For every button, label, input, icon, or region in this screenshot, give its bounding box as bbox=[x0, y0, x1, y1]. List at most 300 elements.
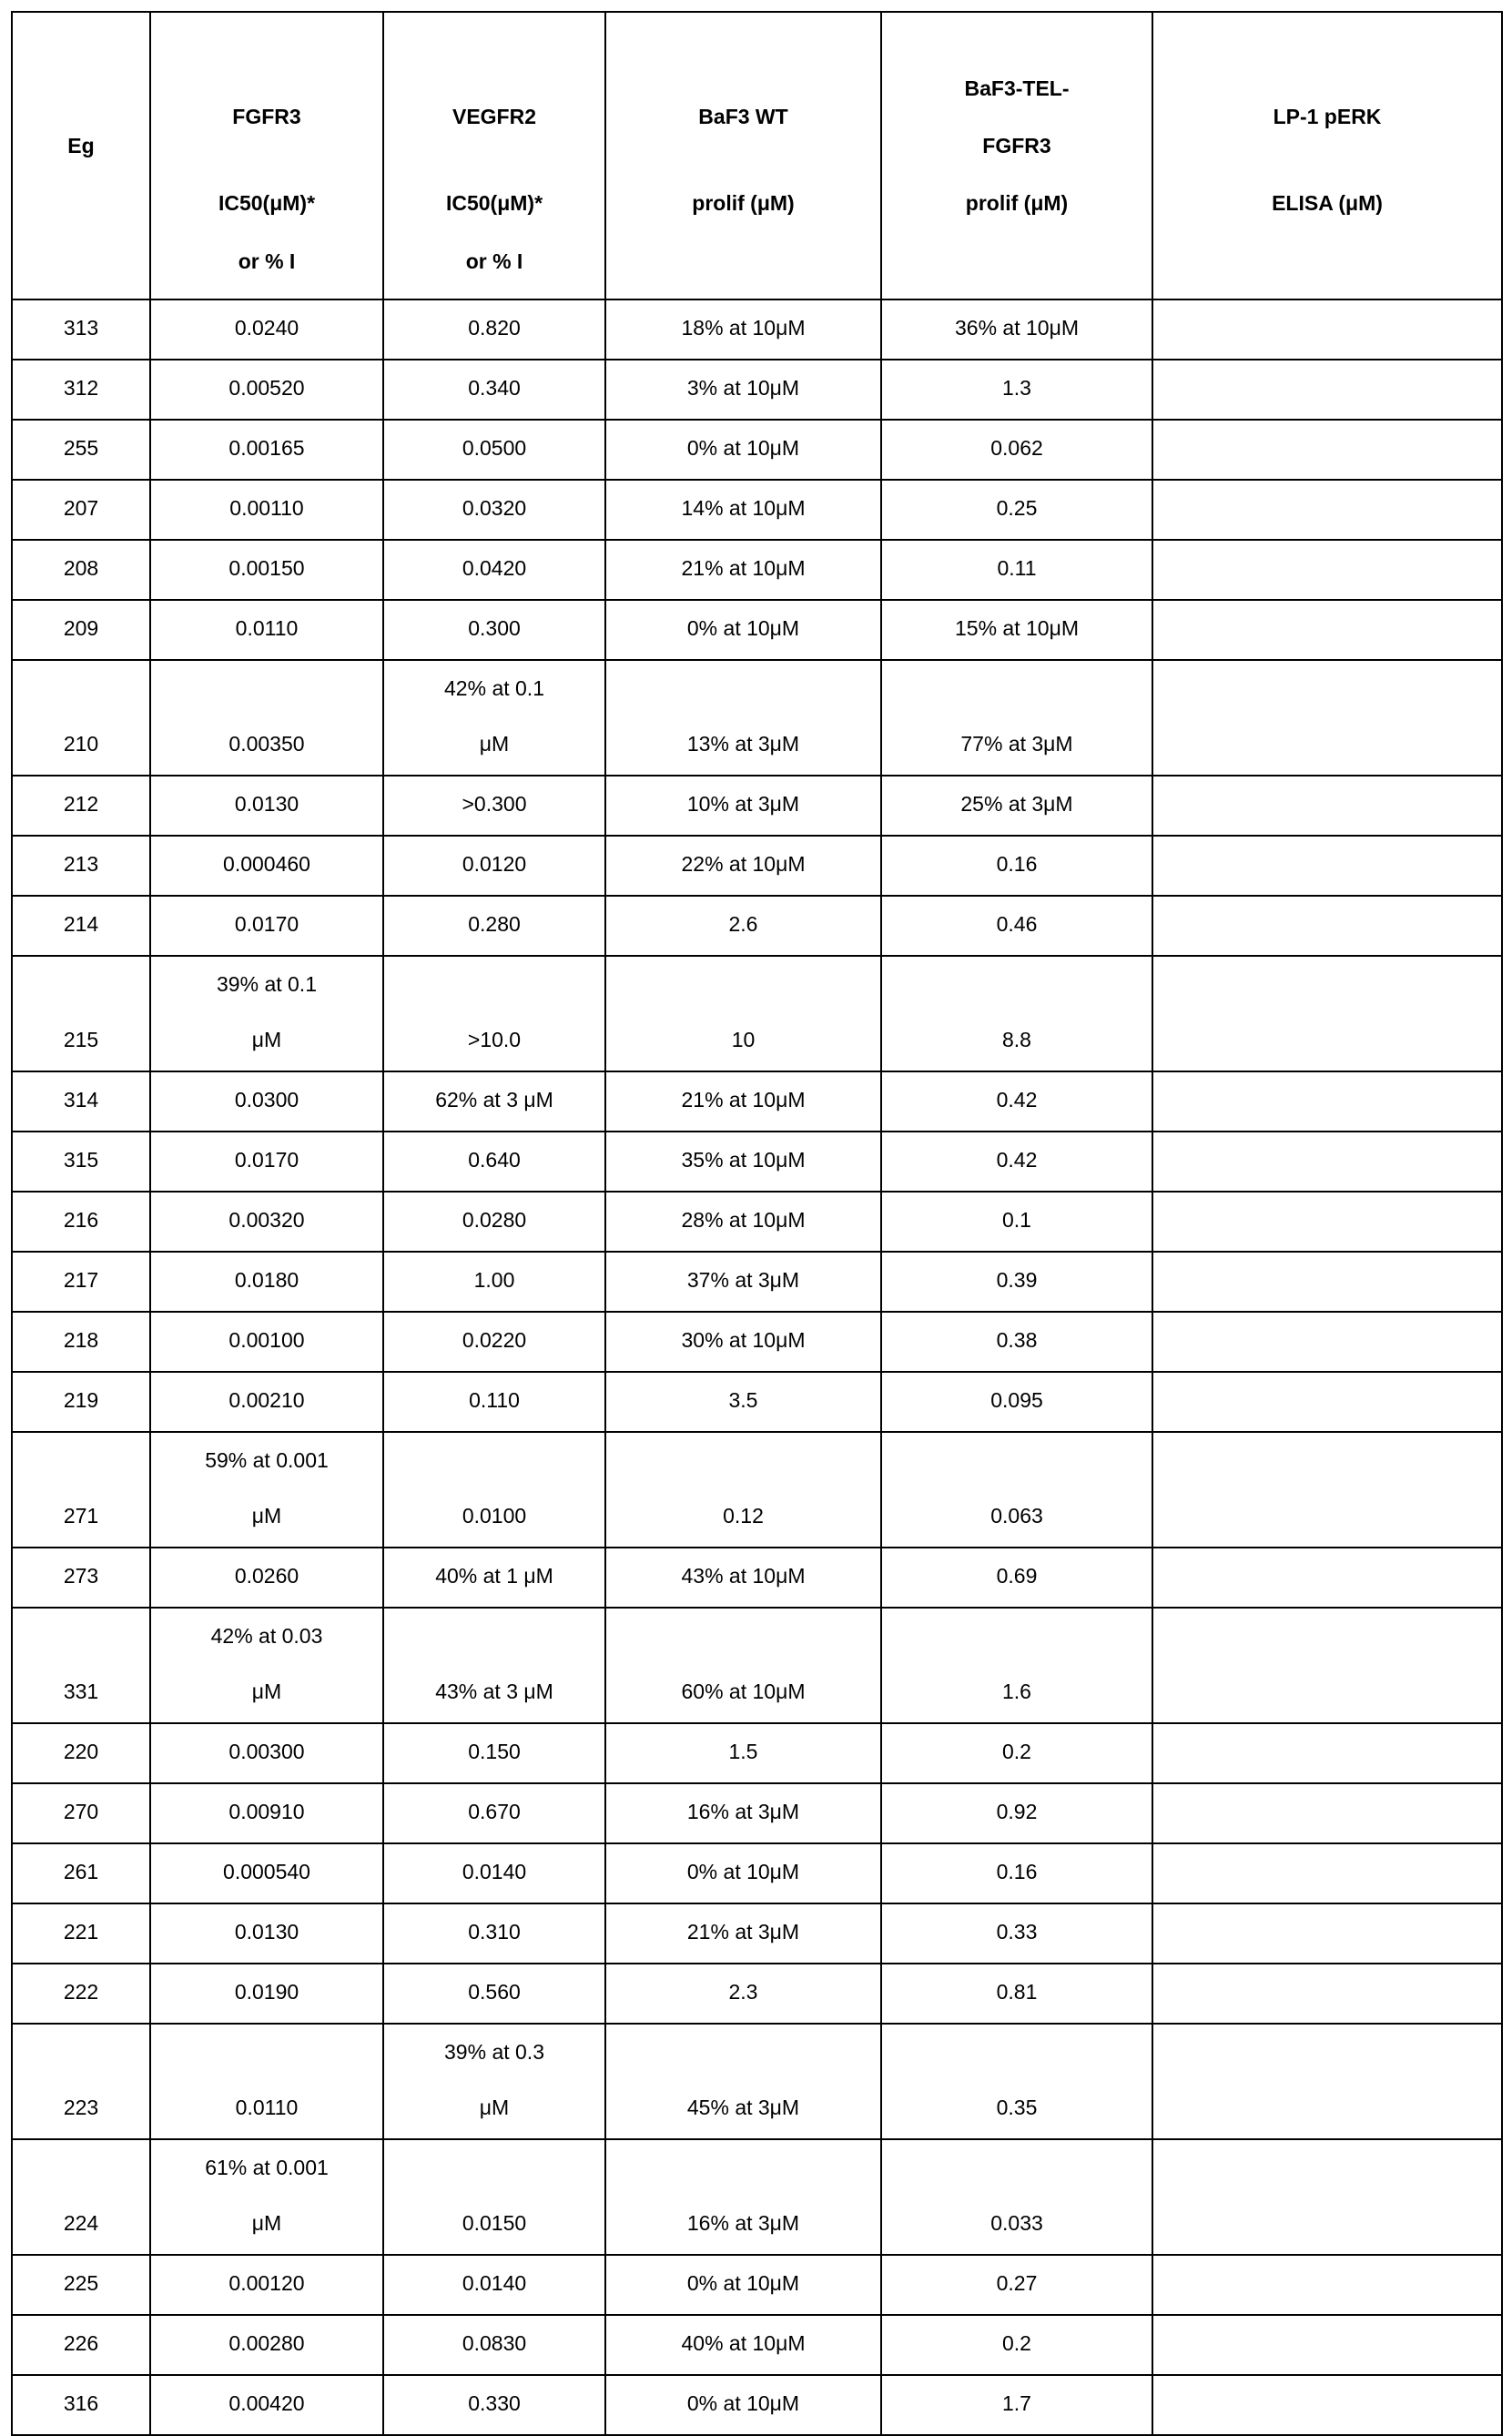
cell-eg bbox=[12, 776, 150, 836]
table-row bbox=[12, 2255, 1502, 2315]
cell-text: 0.0170 bbox=[155, 897, 379, 952]
header-line: or % I bbox=[384, 248, 604, 275]
cell-fgfr3 bbox=[150, 360, 383, 420]
cell-eg bbox=[12, 1071, 150, 1132]
header-line: VEGFR2 bbox=[384, 103, 604, 130]
cell-baf3-tel-fgfr3 bbox=[881, 776, 1152, 836]
cell-text: 0.38 bbox=[886, 1313, 1148, 1368]
header-line: or % I bbox=[151, 248, 382, 275]
cell-eg bbox=[12, 1783, 150, 1843]
cell-vegfr2 bbox=[383, 360, 605, 420]
cell-eg bbox=[12, 1192, 150, 1252]
cell-text: 61% at 0.001 bbox=[155, 2140, 379, 2196]
cell-fgfr3 bbox=[150, 1372, 383, 1432]
cell-text bbox=[1157, 1132, 1497, 1188]
cell-text: 59% at 0.001 bbox=[155, 1433, 379, 1488]
cell-text bbox=[1157, 776, 1497, 832]
cell-text: 212 bbox=[16, 776, 146, 832]
cell-text: 43% at 3 μM bbox=[388, 1664, 601, 1720]
cell-vegfr2 bbox=[383, 1192, 605, 1252]
cell-text: 0.00320 bbox=[155, 1193, 379, 1248]
cell-vegfr2 bbox=[383, 600, 605, 660]
table-row bbox=[12, 299, 1502, 360]
table-row bbox=[12, 1783, 1502, 1843]
cell-text: 10% at 3μM bbox=[610, 776, 877, 832]
header-line: IC50(μM)* bbox=[151, 189, 382, 217]
cell-text: 3.5 bbox=[610, 1373, 877, 1428]
cell-text: 0.25 bbox=[886, 481, 1148, 536]
cell-baf3-wt bbox=[605, 2315, 881, 2375]
cell-text bbox=[1157, 2080, 1497, 2136]
cell-baf3-wt bbox=[605, 1548, 881, 1608]
cell-text: 0.39 bbox=[886, 1253, 1148, 1308]
table-row bbox=[12, 1843, 1502, 1903]
table-row bbox=[12, 540, 1502, 600]
table-row bbox=[12, 1432, 1502, 1548]
cell-lp1-perk bbox=[1152, 660, 1502, 776]
cell-baf3-tel-fgfr3 bbox=[881, 1312, 1152, 1372]
table-row bbox=[12, 2024, 1502, 2139]
header-line: IC50(μM)* bbox=[384, 189, 604, 217]
cell-eg bbox=[12, 660, 150, 776]
cell-baf3-tel-fgfr3 bbox=[881, 1723, 1152, 1783]
cell-vegfr2 bbox=[383, 1843, 605, 1903]
cell-eg bbox=[12, 2315, 150, 2375]
cell-baf3-tel-fgfr3 bbox=[881, 1192, 1152, 1252]
cell-lp1-perk bbox=[1152, 1548, 1502, 1608]
table-row bbox=[12, 956, 1502, 1071]
cell-text: 225 bbox=[16, 2256, 146, 2311]
cell-baf3-wt bbox=[605, 1132, 881, 1192]
cell-baf3-tel-fgfr3 bbox=[881, 2139, 1152, 2255]
cell-fgfr3 bbox=[150, 2375, 383, 2435]
cell-lp1-perk bbox=[1152, 2139, 1502, 2255]
cell-baf3-tel-fgfr3 bbox=[881, 1432, 1152, 1548]
cell-lp1-perk bbox=[1152, 956, 1502, 1071]
cell-fgfr3 bbox=[150, 1132, 383, 1192]
cell-text: 1.6 bbox=[886, 1664, 1148, 1720]
cell-baf3-tel-fgfr3 bbox=[881, 896, 1152, 956]
cell-text: 42% at 0.03 bbox=[155, 1609, 379, 1664]
cell-baf3-tel-fgfr3 bbox=[881, 1964, 1152, 2024]
cell-fgfr3 bbox=[150, 660, 383, 776]
cell-lp1-perk bbox=[1152, 1132, 1502, 1192]
cell-fgfr3 bbox=[150, 540, 383, 600]
cell-text: 0.42 bbox=[886, 1132, 1148, 1188]
cell-text: 42% at 0.1 bbox=[388, 661, 601, 716]
cell-vegfr2 bbox=[383, 1548, 605, 1608]
cell-text: 30% at 10μM bbox=[610, 1313, 877, 1368]
cell-text: 0.33 bbox=[886, 1904, 1148, 1960]
cell-text: 0.340 bbox=[388, 360, 601, 416]
cell-text: 214 bbox=[16, 897, 146, 952]
cell-text: 216 bbox=[16, 1193, 146, 1248]
header-lp1-perk bbox=[1152, 12, 1502, 299]
cell-text: 223 bbox=[16, 2080, 146, 2136]
cell-fgfr3 bbox=[150, 2024, 383, 2139]
cell-lp1-perk bbox=[1152, 420, 1502, 480]
cell-text: 0.280 bbox=[388, 897, 601, 952]
cell-text: 207 bbox=[16, 481, 146, 536]
cell-text: 271 bbox=[16, 1488, 146, 1544]
cell-lp1-perk bbox=[1152, 1843, 1502, 1903]
cell-baf3-tel-fgfr3 bbox=[881, 1372, 1152, 1432]
cell-text: 261 bbox=[16, 1844, 146, 1900]
cell-vegfr2 bbox=[383, 420, 605, 480]
cell-text: 0.00150 bbox=[155, 541, 379, 596]
cell-eg bbox=[12, 600, 150, 660]
cell-text: 35% at 10μM bbox=[610, 1132, 877, 1188]
cell-baf3-tel-fgfr3 bbox=[881, 2375, 1152, 2435]
cell-text: 0.46 bbox=[886, 897, 1148, 952]
header-line: LP-1 pERK bbox=[1153, 103, 1501, 130]
cell-eg bbox=[12, 1252, 150, 1312]
cell-text bbox=[1157, 2196, 1497, 2251]
cell-baf3-tel-fgfr3 bbox=[881, 1843, 1152, 1903]
cell-baf3-tel-fgfr3 bbox=[881, 836, 1152, 896]
cell-text: 0.35 bbox=[886, 2080, 1148, 2136]
cell-eg bbox=[12, 1608, 150, 1723]
cell-vegfr2 bbox=[383, 1964, 605, 2024]
cell-fgfr3 bbox=[150, 1252, 383, 1312]
cell-fgfr3 bbox=[150, 1964, 383, 2024]
table-row bbox=[12, 1312, 1502, 1372]
cell-baf3-wt bbox=[605, 1312, 881, 1372]
cell-text: μM bbox=[388, 716, 601, 772]
cell-eg bbox=[12, 360, 150, 420]
cell-text: 15% at 10μM bbox=[886, 601, 1148, 656]
table-row bbox=[12, 1192, 1502, 1252]
cell-fgfr3 bbox=[150, 1312, 383, 1372]
cell-eg bbox=[12, 2375, 150, 2435]
cell-lp1-perk bbox=[1152, 540, 1502, 600]
cell-text bbox=[1157, 1488, 1497, 1544]
cell-eg bbox=[12, 956, 150, 1071]
cell-baf3-tel-fgfr3 bbox=[881, 1132, 1152, 1192]
cell-lp1-perk bbox=[1152, 480, 1502, 540]
cell-baf3-wt bbox=[605, 540, 881, 600]
header-baf3-tel-fgfr3 bbox=[881, 12, 1152, 299]
cell-baf3-tel-fgfr3 bbox=[881, 1783, 1152, 1843]
cell-text: μM bbox=[155, 1012, 379, 1068]
cell-eg bbox=[12, 1903, 150, 1964]
cell-fgfr3 bbox=[150, 776, 383, 836]
cell-text: 208 bbox=[16, 541, 146, 596]
cell-baf3-wt bbox=[605, 956, 881, 1071]
cell-baf3-tel-fgfr3 bbox=[881, 2315, 1152, 2375]
cell-text: 13% at 3μM bbox=[610, 716, 877, 772]
cell-text bbox=[1157, 360, 1497, 416]
cell-eg bbox=[12, 299, 150, 360]
cell-text: 0.033 bbox=[886, 2196, 1148, 2251]
cell-eg bbox=[12, 480, 150, 540]
cell-text: 0.0220 bbox=[388, 1313, 601, 1368]
cell-text: 16% at 3μM bbox=[610, 2196, 877, 2251]
cell-baf3-wt bbox=[605, 1252, 881, 1312]
cell-vegfr2 bbox=[383, 1608, 605, 1723]
cell-lp1-perk bbox=[1152, 776, 1502, 836]
table-body bbox=[12, 299, 1502, 2435]
cell-baf3-tel-fgfr3 bbox=[881, 1071, 1152, 1132]
cell-text: 25% at 3μM bbox=[886, 776, 1148, 832]
cell-text: 43% at 10μM bbox=[610, 1548, 877, 1604]
cell-text: 0.0180 bbox=[155, 1253, 379, 1308]
cell-text: 0.0280 bbox=[388, 1193, 601, 1248]
cell-text: 1.3 bbox=[886, 360, 1148, 416]
cell-baf3-wt bbox=[605, 776, 881, 836]
cell-baf3-wt bbox=[605, 896, 881, 956]
cell-vegfr2 bbox=[383, 1071, 605, 1132]
header-line: BaF3 WT bbox=[606, 103, 880, 130]
cell-vegfr2 bbox=[383, 2375, 605, 2435]
cell-eg bbox=[12, 2024, 150, 2139]
cell-text: 62% at 3 μM bbox=[388, 1072, 601, 1128]
cell-lp1-perk bbox=[1152, 1432, 1502, 1548]
cell-text: 0.00350 bbox=[155, 716, 379, 772]
cell-baf3-wt bbox=[605, 1432, 881, 1548]
cell-text bbox=[1157, 1072, 1497, 1128]
cell-baf3-tel-fgfr3 bbox=[881, 660, 1152, 776]
cell-text: μM bbox=[155, 2196, 379, 2251]
table-row bbox=[12, 660, 1502, 776]
cell-text: 270 bbox=[16, 1784, 146, 1840]
cell-baf3-wt bbox=[605, 420, 881, 480]
cell-vegfr2 bbox=[383, 1312, 605, 1372]
cell-text: 0.0110 bbox=[155, 601, 379, 656]
cell-text: 28% at 10μM bbox=[610, 1193, 877, 1248]
cell-text: 0.81 bbox=[886, 1964, 1148, 2020]
cell-fgfr3 bbox=[150, 1071, 383, 1132]
cell-baf3-tel-fgfr3 bbox=[881, 956, 1152, 1071]
cell-fgfr3 bbox=[150, 1432, 383, 1548]
cell-vegfr2 bbox=[383, 1903, 605, 1964]
table-row bbox=[12, 896, 1502, 956]
cell-text: 1.5 bbox=[610, 1724, 877, 1780]
cell-vegfr2 bbox=[383, 540, 605, 600]
cell-lp1-perk bbox=[1152, 1192, 1502, 1252]
cell-fgfr3 bbox=[150, 896, 383, 956]
cell-fgfr3 bbox=[150, 2139, 383, 2255]
cell-text: 0% at 10μM bbox=[610, 2376, 877, 2431]
data-table bbox=[11, 11, 1503, 2436]
cell-text: 0.0500 bbox=[388, 421, 601, 476]
cell-text: 0% at 10μM bbox=[610, 601, 877, 656]
cell-text: 255 bbox=[16, 421, 146, 476]
header-vegfr2 bbox=[383, 12, 605, 299]
cell-text: 39% at 0.3 bbox=[388, 2025, 601, 2080]
cell-fgfr3 bbox=[150, 956, 383, 1071]
table-row bbox=[12, 2375, 1502, 2435]
cell-text: 0.0130 bbox=[155, 1904, 379, 1960]
cell-text: 221 bbox=[16, 1904, 146, 1960]
table-row bbox=[12, 1964, 1502, 2024]
cell-text: 40% at 1 μM bbox=[388, 1548, 601, 1604]
cell-text: 224 bbox=[16, 2196, 146, 2251]
cell-lp1-perk bbox=[1152, 600, 1502, 660]
header-eg bbox=[12, 12, 150, 299]
cell-text: 0.062 bbox=[886, 421, 1148, 476]
cell-text: 0.00100 bbox=[155, 1313, 379, 1368]
cell-text bbox=[1157, 1784, 1497, 1840]
cell-text: 16% at 3μM bbox=[610, 1784, 877, 1840]
cell-baf3-wt bbox=[605, 2375, 881, 2435]
cell-text: 40% at 10μM bbox=[610, 2316, 877, 2371]
cell-text: 22% at 10μM bbox=[610, 837, 877, 892]
cell-text bbox=[1157, 716, 1497, 772]
table-row bbox=[12, 1608, 1502, 1723]
table-row bbox=[12, 2315, 1502, 2375]
cell-text: 0.0140 bbox=[388, 1844, 601, 1900]
cell-text: 0% at 10μM bbox=[610, 2256, 877, 2311]
cell-text: 210 bbox=[16, 716, 146, 772]
cell-vegfr2 bbox=[383, 480, 605, 540]
cell-text: 37% at 3μM bbox=[610, 1253, 877, 1308]
cell-eg bbox=[12, 896, 150, 956]
table-row bbox=[12, 1132, 1502, 1192]
cell-text: 0.820 bbox=[388, 300, 601, 356]
cell-text: 314 bbox=[16, 1072, 146, 1128]
cell-lp1-perk bbox=[1152, 2255, 1502, 2315]
cell-text: 312 bbox=[16, 360, 146, 416]
cell-fgfr3 bbox=[150, 2315, 383, 2375]
cell-baf3-wt bbox=[605, 2024, 881, 2139]
table-row bbox=[12, 1723, 1502, 1783]
cell-fgfr3 bbox=[150, 1723, 383, 1783]
cell-baf3-tel-fgfr3 bbox=[881, 1548, 1152, 1608]
cell-text: μM bbox=[155, 1664, 379, 1720]
cell-baf3-wt bbox=[605, 836, 881, 896]
cell-lp1-perk bbox=[1152, 1783, 1502, 1843]
cell-text: 0.16 bbox=[886, 837, 1148, 892]
cell-fgfr3 bbox=[150, 2255, 383, 2315]
cell-vegfr2 bbox=[383, 956, 605, 1071]
cell-baf3-tel-fgfr3 bbox=[881, 2024, 1152, 2139]
cell-text bbox=[1157, 1664, 1497, 1720]
cell-fgfr3 bbox=[150, 1903, 383, 1964]
cell-baf3-tel-fgfr3 bbox=[881, 1252, 1152, 1312]
cell-baf3-tel-fgfr3 bbox=[881, 600, 1152, 660]
cell-text: 21% at 10μM bbox=[610, 541, 877, 596]
cell-lp1-perk bbox=[1152, 2024, 1502, 2139]
cell-text: 0.0170 bbox=[155, 1132, 379, 1188]
cell-text bbox=[1157, 2256, 1497, 2311]
cell-baf3-tel-fgfr3 bbox=[881, 2255, 1152, 2315]
cell-lp1-perk bbox=[1152, 1312, 1502, 1372]
cell-text: 0.0260 bbox=[155, 1548, 379, 1604]
header-line: BaF3-TEL- bbox=[882, 75, 1152, 102]
cell-text: 0.42 bbox=[886, 1072, 1148, 1128]
cell-text: 3% at 10μM bbox=[610, 360, 877, 416]
cell-lp1-perk bbox=[1152, 1071, 1502, 1132]
cell-text: 209 bbox=[16, 601, 146, 656]
cell-eg bbox=[12, 540, 150, 600]
cell-text bbox=[1157, 541, 1497, 596]
cell-text: 0.0140 bbox=[388, 2256, 601, 2311]
cell-baf3-tel-fgfr3 bbox=[881, 480, 1152, 540]
table-row bbox=[12, 600, 1502, 660]
cell-text: 0.00420 bbox=[155, 2376, 379, 2431]
cell-lp1-perk bbox=[1152, 1723, 1502, 1783]
cell-text: 0.1 bbox=[886, 1193, 1148, 1248]
header-line: FGFR3 bbox=[151, 103, 382, 130]
cell-lp1-perk bbox=[1152, 896, 1502, 956]
cell-vegfr2 bbox=[383, 1723, 605, 1783]
cell-text bbox=[1157, 1313, 1497, 1368]
table-row bbox=[12, 776, 1502, 836]
cell-text: 0.2 bbox=[886, 2316, 1148, 2371]
cell-text: 218 bbox=[16, 1313, 146, 1368]
cell-text bbox=[1157, 897, 1497, 952]
cell-text: 10 bbox=[610, 1012, 877, 1068]
cell-baf3-wt bbox=[605, 1608, 881, 1723]
cell-baf3-wt bbox=[605, 660, 881, 776]
table-row bbox=[12, 1071, 1502, 1132]
table-row bbox=[12, 2139, 1502, 2255]
cell-baf3-wt bbox=[605, 1783, 881, 1843]
cell-text: 2.3 bbox=[610, 1964, 877, 2020]
cell-text: 39% at 0.1 bbox=[155, 957, 379, 1012]
cell-lp1-perk bbox=[1152, 836, 1502, 896]
cell-vegfr2 bbox=[383, 2024, 605, 2139]
cell-text bbox=[1157, 2316, 1497, 2371]
cell-text: 226 bbox=[16, 2316, 146, 2371]
cell-eg bbox=[12, 2139, 150, 2255]
cell-text: 0.095 bbox=[886, 1373, 1148, 1428]
cell-text: 0.310 bbox=[388, 1904, 601, 1960]
cell-text: 0.16 bbox=[886, 1844, 1148, 1900]
table-row bbox=[12, 480, 1502, 540]
cell-baf3-wt bbox=[605, 480, 881, 540]
cell-lp1-perk bbox=[1152, 1252, 1502, 1312]
cell-text bbox=[1157, 300, 1497, 356]
cell-text bbox=[1157, 481, 1497, 536]
cell-text: 0.00110 bbox=[155, 481, 379, 536]
cell-text: 0.300 bbox=[388, 601, 601, 656]
cell-text: 0.110 bbox=[388, 1373, 601, 1428]
cell-text: 0.330 bbox=[388, 2376, 601, 2431]
cell-text: 8.8 bbox=[886, 1012, 1148, 1068]
cell-text: >0.300 bbox=[388, 776, 601, 832]
table-row bbox=[12, 420, 1502, 480]
cell-vegfr2 bbox=[383, 1783, 605, 1843]
cell-text: 316 bbox=[16, 2376, 146, 2431]
cell-fgfr3 bbox=[150, 480, 383, 540]
cell-text: 0.000540 bbox=[155, 1844, 379, 1900]
cell-text: 0.0300 bbox=[155, 1072, 379, 1128]
table-row bbox=[12, 836, 1502, 896]
cell-baf3-wt bbox=[605, 1903, 881, 1964]
cell-text: 0.0120 bbox=[388, 837, 601, 892]
cell-text: 0.560 bbox=[388, 1964, 601, 2020]
cell-fgfr3 bbox=[150, 420, 383, 480]
cell-baf3-tel-fgfr3 bbox=[881, 420, 1152, 480]
cell-text: 0.00165 bbox=[155, 421, 379, 476]
cell-eg bbox=[12, 1432, 150, 1548]
cell-text: 0.00520 bbox=[155, 360, 379, 416]
cell-lp1-perk bbox=[1152, 1964, 1502, 2024]
cell-text: 18% at 10μM bbox=[610, 300, 877, 356]
table-row bbox=[12, 1372, 1502, 1432]
cell-baf3-wt bbox=[605, 1071, 881, 1132]
cell-baf3-wt bbox=[605, 1192, 881, 1252]
cell-eg bbox=[12, 1548, 150, 1608]
cell-baf3-tel-fgfr3 bbox=[881, 360, 1152, 420]
cell-text bbox=[1157, 1253, 1497, 1308]
cell-text bbox=[1157, 1373, 1497, 1428]
cell-eg bbox=[12, 1723, 150, 1783]
cell-text: 0.0320 bbox=[388, 481, 601, 536]
header-line: prolif (μM) bbox=[882, 189, 1152, 217]
